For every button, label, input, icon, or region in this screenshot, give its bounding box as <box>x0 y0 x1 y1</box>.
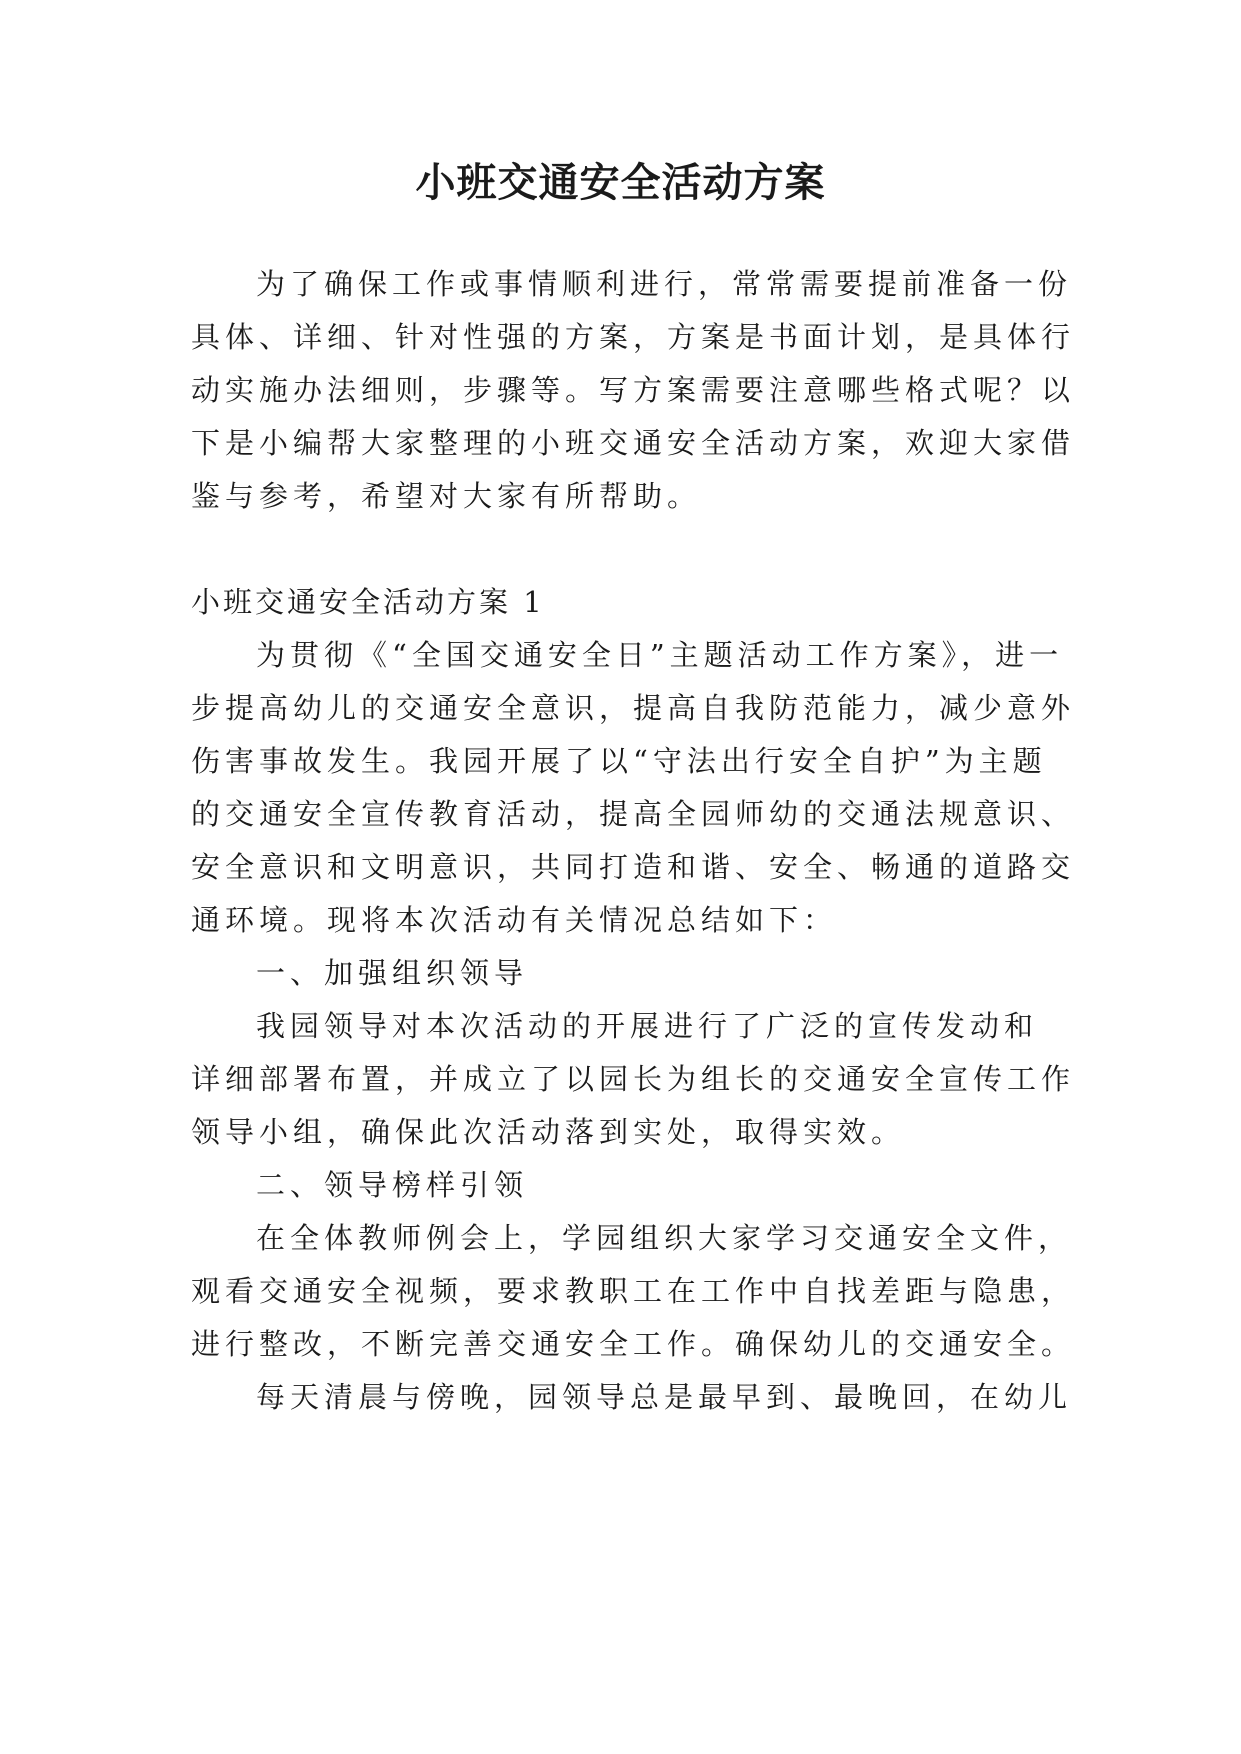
heading-organization: 一、加强组织领导 <box>256 956 529 990</box>
heading-leadership: 二、领导榜样引领 <box>256 1168 529 1202</box>
intro-line: 下是小编帮大家整理的小班交通安全活动方案，欢迎大家借 <box>191 426 1076 460</box>
paragraph-line: 在全体教师例会上，学园组织大家学习交通安全文件， <box>256 1221 1073 1255</box>
intro-line: 具体、详细、针对性强的方案，方案是书面计划，是具体行 <box>191 320 1076 354</box>
document-title: 小班交通安全活动方案 <box>415 160 826 206</box>
paragraph-line: 详细部署布置，并成立了以园长为组长的交通安全宣传工作 <box>191 1062 1076 1096</box>
paragraph-line: 进行整改，不断完善交通安全工作。确保幼儿的交通安全。 <box>191 1327 1076 1361</box>
intro-line: 为了确保工作或事情顺利进行，常常需要提前准备一份 <box>256 267 1073 301</box>
paragraph-line: 每天清晨与傍晚，园领导总是最早到、最晚回，在幼儿 <box>256 1380 1073 1414</box>
paragraph-line: 为贯彻《“全国交通安全日”主题活动工作方案》，进一 <box>256 638 1064 672</box>
intro-line: 动实施办法细则，步骤等。写方案需要注意哪些格式呢？以 <box>191 373 1076 407</box>
paragraph-line: 通环境。现将本次活动有关情况总结如下： <box>191 903 838 937</box>
paragraph-line: 领导小组，确保此次活动落到实处，取得实效。 <box>191 1115 906 1149</box>
paragraph-line: 安全意识和文明意识，共同打造和谐、安全、畅通的道路交 <box>191 850 1076 884</box>
section-title: 小班交通安全活动方案 1 <box>191 585 545 619</box>
paragraph-line: 我园领导对本次活动的开展进行了广泛的宣传发动和 <box>256 1009 1039 1043</box>
paragraph-line: 步提高幼儿的交通安全意识，提高自我防范能力，减少意外 <box>191 691 1076 725</box>
paragraph-line: 观看交通安全视频，要求教职工在工作中自找差距与隐患， <box>191 1274 1076 1308</box>
paragraph-line: 伤害事故发生。我园开展了以“守法出行安全自护”为主题 <box>191 744 1047 778</box>
paragraph-line: 的交通安全宣传教育活动，提高全园师幼的交通法规意识、 <box>191 797 1076 831</box>
intro-line: 鉴与参考，希望对大家有所帮助。 <box>191 479 702 513</box>
